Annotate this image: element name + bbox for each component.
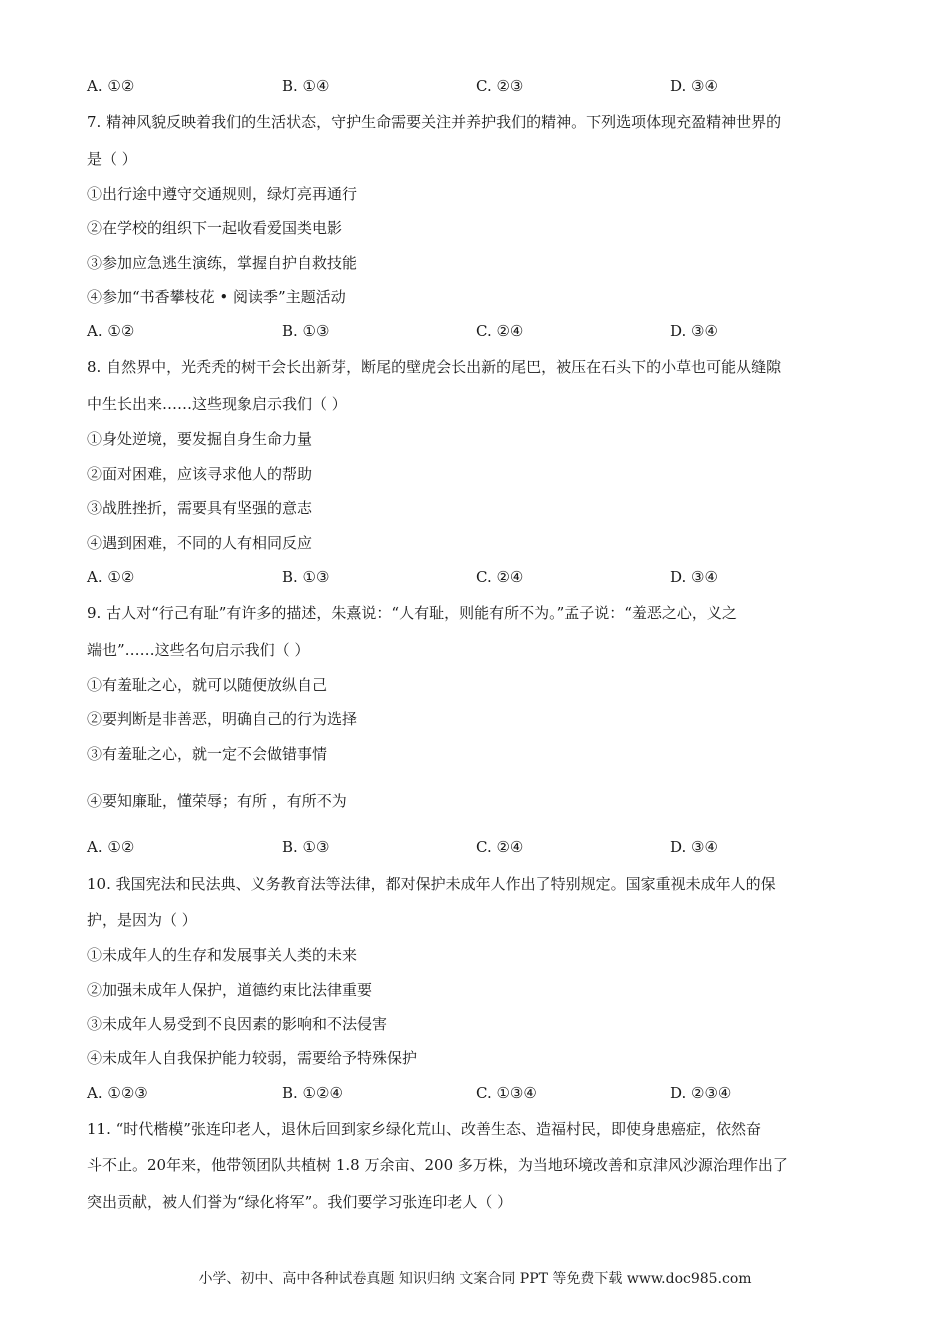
option-a: A. ①②③: [87, 1084, 148, 1102]
q10-item-2: ②加强未成年人保护，道德约束比法律重要: [87, 981, 373, 999]
option-d: D. ③④: [670, 568, 718, 586]
q8-stem-line1: 8. 自然界中，光秃秃的树干会长出新芽，断尾的壁虎会长出新的尾巴，被压在石头下的小草也可能从缝隙: [87, 358, 782, 376]
q6-options: [87, 76, 858, 96]
page-footer: 小学、初中、高中各种试卷真题 知识归纳 文案合同 PPT 等免费下载 www.doc985.com: [198, 1271, 752, 1287]
q9-item-1: ①有羞耻之心，就可以随便放纵自己: [87, 676, 328, 694]
option-a: A. ①②: [87, 77, 135, 95]
q10-stem-line2: 护，是因为（ ）: [87, 911, 197, 929]
option-b: B. ①②④: [282, 1084, 343, 1102]
q9-options: [87, 837, 858, 857]
q11-stem-line1: 11. “时代楷模”张连印老人，退休后回到家乡绿化荒山、改善生态、造福村民，即使身患癌症，依然奋: [87, 1120, 761, 1138]
option-c: C. ②④: [476, 322, 524, 340]
q7-item-2: ②在学校的组织下一起收看爱国类电影: [87, 219, 343, 237]
option-b: B. ①③: [282, 568, 330, 586]
option-d: D. ③④: [670, 322, 718, 340]
option-b: B. ①③: [282, 838, 330, 856]
q7-item-4: ④参加“书香攀枝花 • 阅读季”主题活动: [87, 288, 346, 306]
option-a: A. ①②: [87, 322, 135, 340]
q7-options: [87, 321, 858, 341]
q8-item-4: ④遇到困难，不同的人有相同反应: [87, 534, 313, 552]
q9-item-3: ③有羞耻之心，就一定不会做错事情: [87, 745, 328, 763]
q7-stem-line2: 是（ ）: [87, 150, 137, 168]
q9-stem-line2: 端也”……这些名句启示我们（ ）: [87, 641, 310, 659]
q10-item-1: ①未成年人的生存和发展事关人类的未来: [87, 946, 358, 964]
option-a: A. ①②: [87, 568, 135, 586]
q7-item-3: ③参加应急逃生演练，掌握自护自救技能: [87, 254, 358, 272]
option-d: D. ③④: [670, 77, 718, 95]
option-b: B. ①③: [282, 322, 330, 340]
option-d: D. ③④: [670, 838, 718, 856]
q11-stem-line2: 斗不止。20年来，他带领团队共植树 1.8 万余亩、200 多万株，为当地环境改善和京津风沙源治理作出了: [87, 1156, 788, 1174]
q11-stem-line3: 突出贡献，被人们誉为“绿化将军”。我们要学习张连印老人（ ）: [87, 1193, 513, 1211]
q10-item-3: ③未成年人易受到不良因素的影响和不法侵害: [87, 1015, 388, 1033]
option-a: A. ①②: [87, 838, 135, 856]
q8-item-2: ②面对困难，应该寻求他人的帮助: [87, 465, 313, 483]
option-c: C. ①③④: [476, 1084, 537, 1102]
option-c: C. ②④: [476, 838, 524, 856]
q8-stem-line2: 中生长出来……这些现象启示我们（ ）: [87, 395, 347, 413]
q9-item-4: ④要知廉耻，懂荣辱；有所 ，有所不为: [87, 792, 347, 810]
q10-stem-line1: 10. 我国宪法和民法典、义务教育法等法律，都对保护未成年人作出了特别规定。国家重视未成年人的保: [87, 875, 776, 893]
q8-options: [87, 567, 858, 587]
option-c: C. ②④: [476, 568, 524, 586]
option-c: C. ②③: [476, 77, 524, 95]
q9-stem-line1: 9. 古人对“行己有耻”有许多的描述，朱熹说：“人有耻，则能有所不为。”孟子说：“羞恶之心，义之: [87, 604, 737, 622]
q8-item-1: ①身处逆境，要发掘自身生命力量: [87, 430, 313, 448]
q10-item-4: ④未成年人自我保护能力较弱，需要给予特殊保护: [87, 1049, 418, 1067]
option-b: B. ①④: [282, 77, 330, 95]
q9-item-2: ②要判断是非善恶，明确自己的行为选择: [87, 710, 358, 728]
option-d: D. ②③④: [670, 1084, 732, 1102]
q8-item-3: ③战胜挫折，需要具有坚强的意志: [87, 499, 313, 517]
q7-stem-line1: 7. 精神风貌反映着我们的生活状态，守护生命需要关注并养护我们的精神。下列选项体现充盈精神世界的: [87, 113, 782, 131]
q7-item-1: ①出行途中遵守交通规则，绿灯亮再通行: [87, 185, 358, 203]
q10-options: [87, 1083, 858, 1103]
